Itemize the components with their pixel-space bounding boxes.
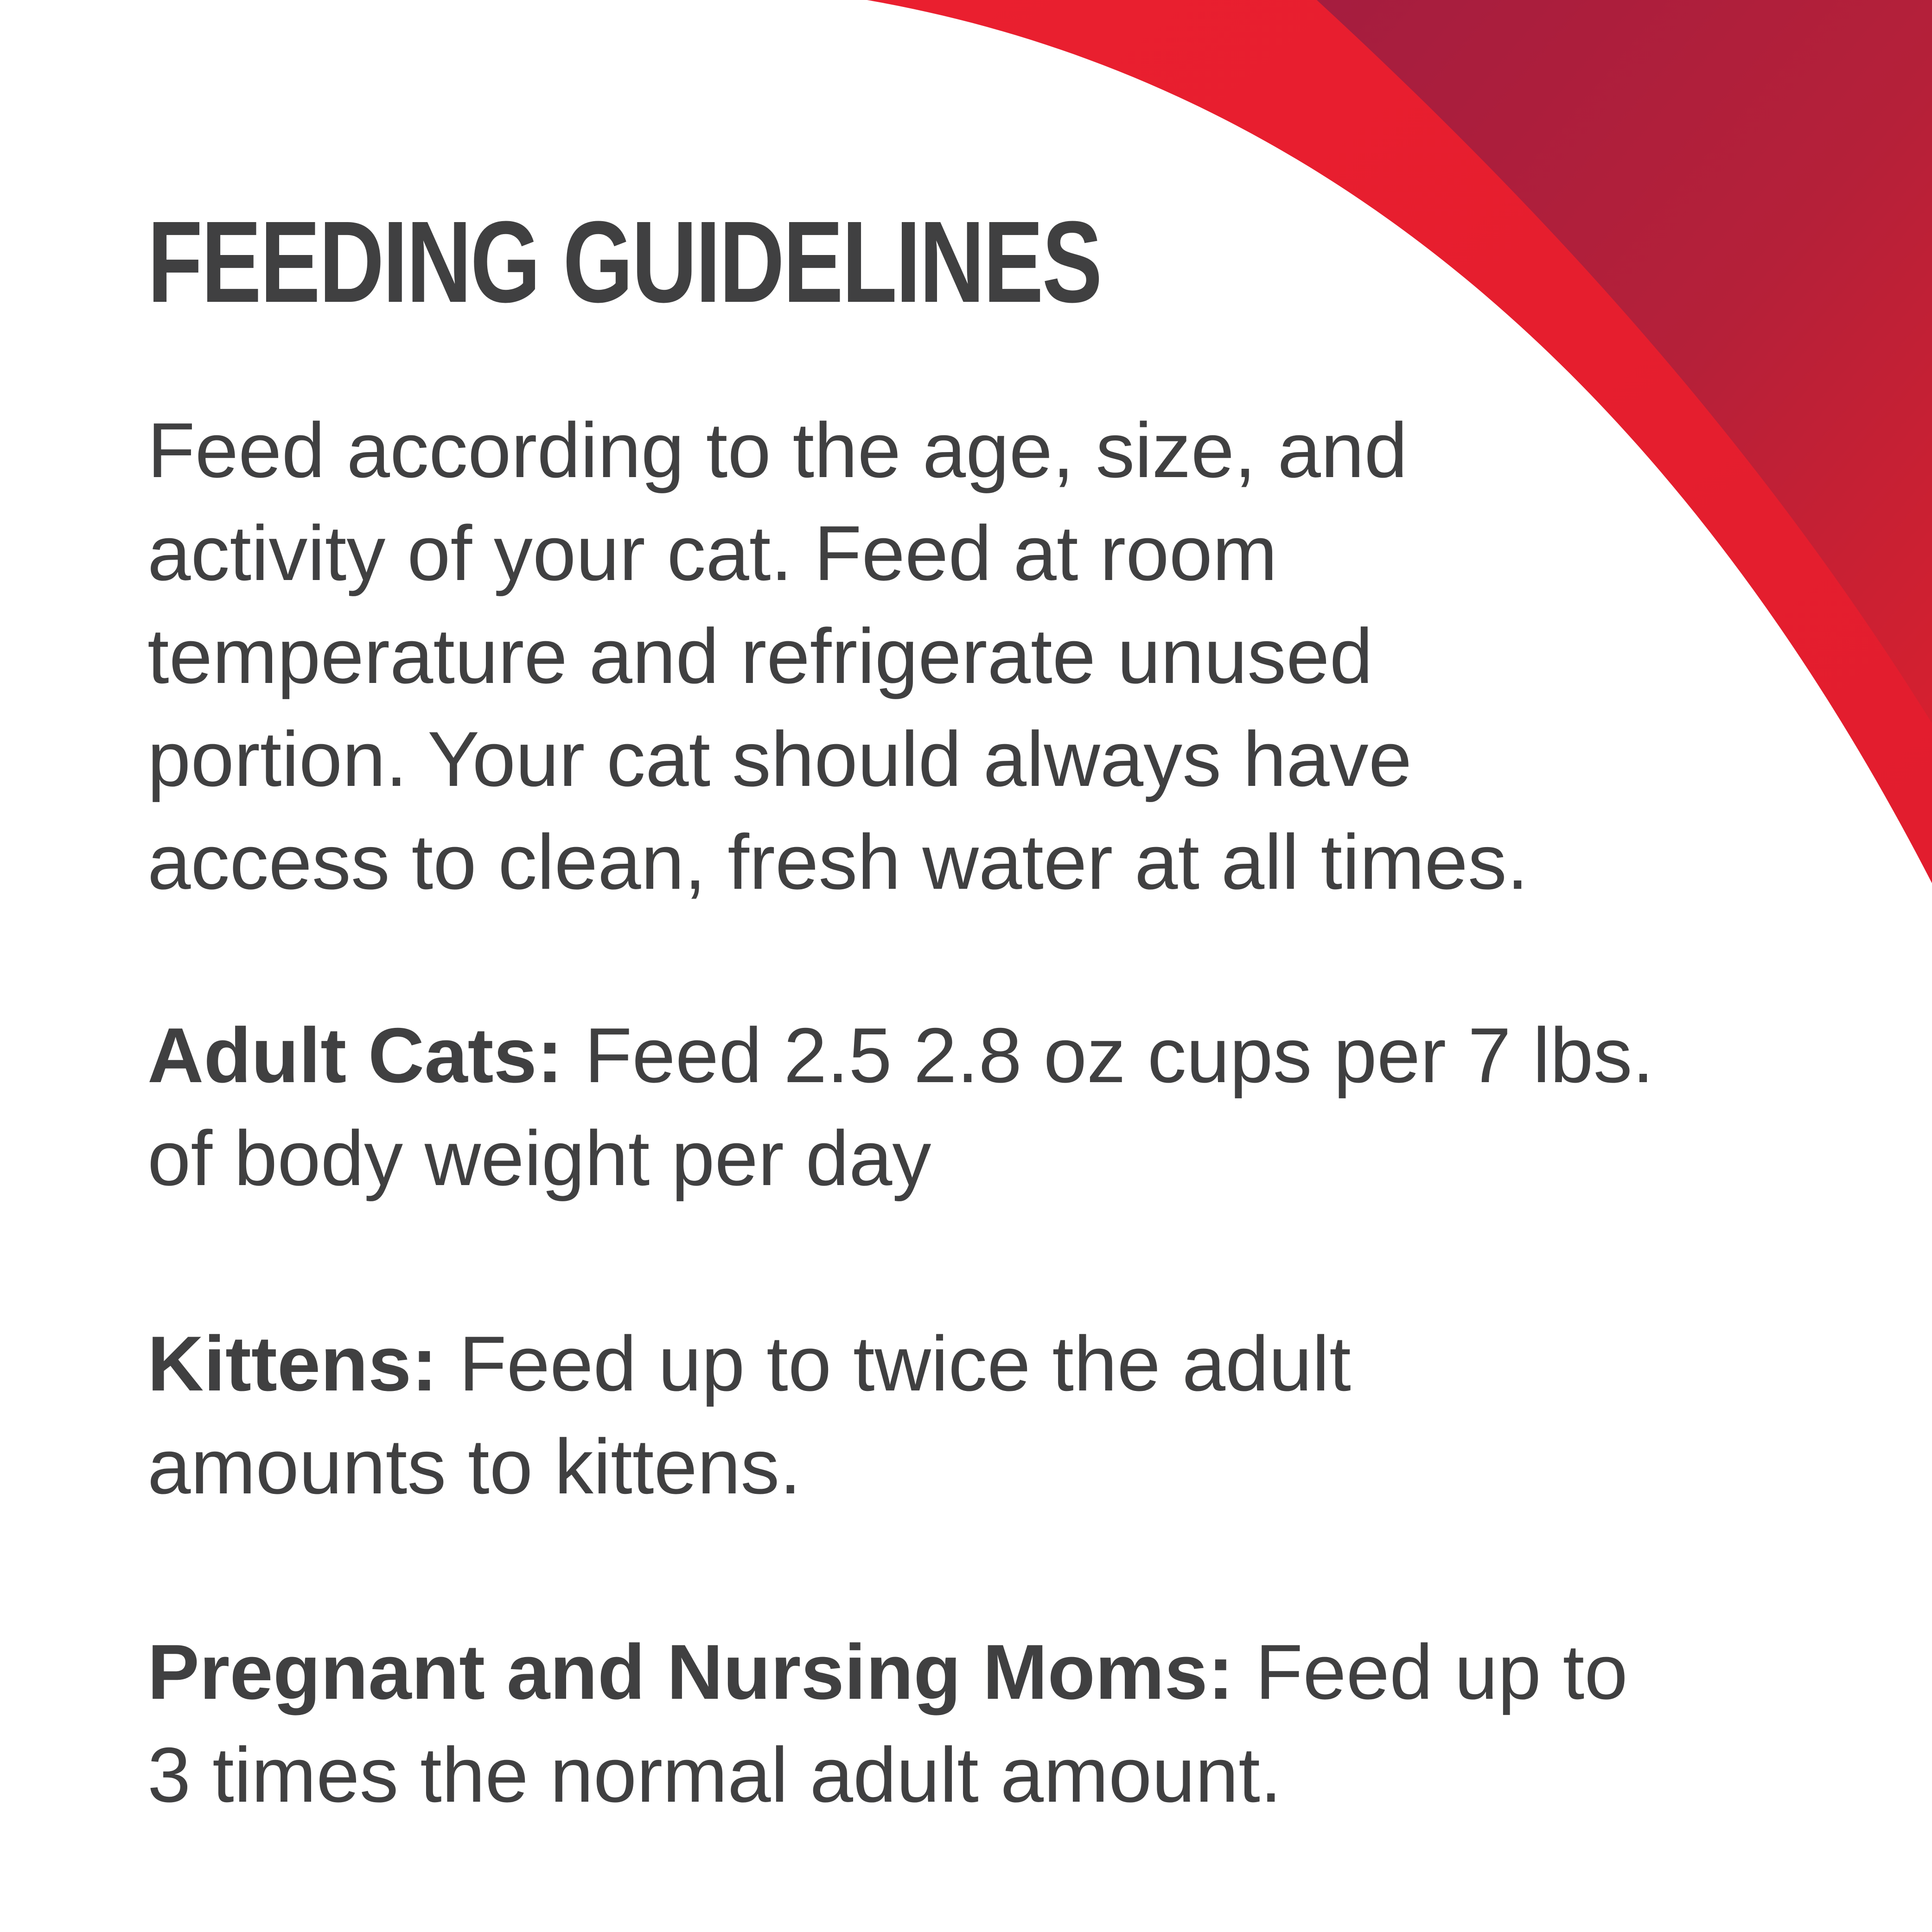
- adult-cats-label: Adult Cats:: [147, 1012, 563, 1099]
- kittens-section: [147, 1312, 1351, 1518]
- adult-cats-text-cont: of body weight per day: [147, 1115, 931, 1202]
- pregnant-nursing-text-cont: 3 times the normal adult amount.: [147, 1731, 1282, 1818]
- intro-line: temperature and refrigerate unused: [147, 612, 1373, 700]
- kittens-line: [147, 1312, 1351, 1415]
- pregnant-nursing-text: Feed up to: [1233, 1628, 1628, 1715]
- kittens-text-cont: amounts to kittens.: [147, 1423, 802, 1510]
- pregnant-nursing-label: Pregnant and Nursing Moms:: [147, 1628, 1234, 1715]
- adult-cats-line: [147, 1004, 1654, 1107]
- intro-line: Feed according to the age, size, and: [147, 407, 1408, 494]
- intro-line: portion. Your cat should always have: [147, 715, 1412, 803]
- kittens-text: Feed up to twice the adult: [437, 1320, 1351, 1407]
- pregnant-nursing-section: [147, 1620, 1628, 1826]
- pregnant-nursing-line: [147, 1620, 1628, 1723]
- page-title: FEEDING GUIDELINES: [147, 197, 1101, 326]
- intro-line: activity of your cat. Feed at room: [147, 510, 1277, 597]
- intro-line: access to clean, fresh water at all times.: [147, 818, 1529, 905]
- adult-cats-section: [147, 1004, 1654, 1210]
- adult-cats-text: Feed 2.5 2.8 oz cups per 7 lbs.: [562, 1012, 1654, 1099]
- intro-paragraph: [147, 399, 1529, 913]
- kittens-label: Kittens:: [147, 1320, 438, 1407]
